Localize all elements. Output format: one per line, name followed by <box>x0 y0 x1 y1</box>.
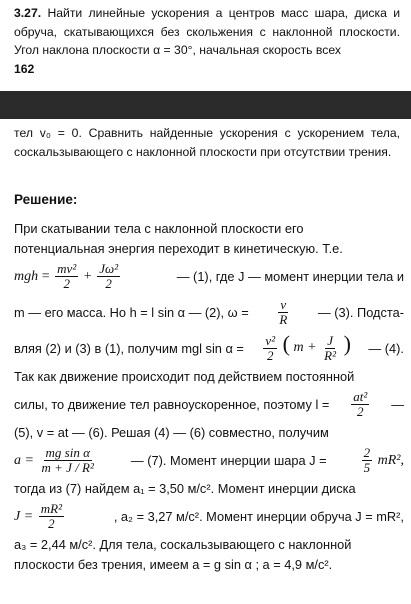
fraction-denominator: 5 <box>363 459 371 475</box>
solution-line-11 <box>14 498 404 534</box>
solution-line-7-end: — <box>391 396 404 412</box>
fraction-v2-over-2 <box>263 334 277 363</box>
solution-line-5 <box>14 330 404 366</box>
solution-body <box>14 218 404 574</box>
fraction-numerator: v² <box>265 332 276 348</box>
fraction-denominator: 2 <box>357 403 364 419</box>
fraction-j-over-r2 <box>322 334 338 363</box>
fraction-denominator: 2 <box>267 347 274 363</box>
formula-m-plus: m + <box>293 340 317 356</box>
fraction-numerator: 2 <box>363 444 371 460</box>
solution-line-13: плоскости без трения, имеем a = g sin α ; a = 4,9 м/с². <box>14 556 333 572</box>
formula-mr2: mR², <box>377 452 404 468</box>
solution-line-10: тогда из (7) найдем a₁ = 3,50 м/с². Момент инерции диска <box>14 480 356 496</box>
fraction-numerator: J <box>327 332 333 348</box>
solution-line-3-text: — (1), где J — момент инерции тела и <box>176 268 404 284</box>
fraction-denominator: 2 <box>48 515 55 531</box>
left-paren: ( <box>282 331 290 357</box>
fraction-denominator: 2 <box>63 275 70 291</box>
fraction-jw2-over-2 <box>97 262 120 291</box>
fraction-numerator: mR² <box>40 500 62 516</box>
solution-line-11-text: , a₂ = 3,27 м/с². Момент инерции обруча J = mR², <box>113 508 404 524</box>
page-number: 162 <box>14 61 35 76</box>
solution-line-7-text: силы, то движение тел равноускоренное, поэтому l = <box>14 396 330 412</box>
right-paren: ) <box>343 331 351 357</box>
page-break-band <box>0 91 411 119</box>
formula-mgh: mgh <box>14 268 39 284</box>
fraction-numerator: Jω² <box>99 260 119 276</box>
solution-line-12: a₃ = 2,44 м/с². Для тела, соскальзывающего с наклонной <box>14 536 352 552</box>
solution-line-8: (5), v = at — (6). Решая (4) — (6) совместно, получим <box>14 424 329 440</box>
problem-statement-continued: тел v₀ = 0. Сравнить найденные ускорения с ускорением тела, соскальзывающего с наклонной плоскости при отсутствии трения. <box>14 126 400 159</box>
fraction-denominator: R <box>279 311 288 327</box>
solution-line-3 <box>14 258 404 294</box>
fraction-mr2-over-2 <box>39 502 64 531</box>
fraction-v-over-r <box>277 298 289 327</box>
solution-line-9-text: — (7). Момент инерции шара J = <box>130 452 327 468</box>
formula-a-equals: a = <box>14 452 34 468</box>
solution-line-7 <box>14 386 404 422</box>
solution-line-6: Так как движение происходит под действием постоянной <box>14 368 355 384</box>
solution-line-5-end: — (4). <box>368 340 404 356</box>
fraction-numerator: mg sin α <box>45 444 90 460</box>
solution-heading: Решение: <box>14 192 78 207</box>
fraction-acceleration <box>40 446 96 475</box>
fraction-denominator: m + J / R² <box>41 459 94 475</box>
problem-number: 3.27. <box>14 6 42 20</box>
fraction-numerator: v <box>280 296 287 312</box>
solution-line-2: потенциальная энергия переходит в кинетическую. Т.е. <box>14 240 343 256</box>
fraction-numerator: at² <box>353 388 368 404</box>
equals-sign: = <box>41 268 50 284</box>
solution-line-4-end: — (3). Подста- <box>317 304 404 320</box>
solution-line-4 <box>14 294 404 330</box>
formula-j-equals: J = <box>14 508 34 524</box>
fraction-mv2-over-2 <box>55 262 78 291</box>
fraction-denominator: 2 <box>105 275 112 291</box>
fraction-2-over-5 <box>362 446 373 475</box>
solution-line-1: При скатывании тела с наклонной плоскости его <box>14 220 304 236</box>
fraction-numerator: mv² <box>57 260 77 276</box>
solution-line-5-text: вляя (2) и (3) в (1), получим mgl sin α = <box>14 340 244 356</box>
solution-line-9 <box>14 442 404 478</box>
problem-statement-top <box>14 4 400 78</box>
plus-sign: + <box>83 268 92 284</box>
solution-line-4-text: m — его масса. Но h = l sin α — (2), ω = <box>14 304 249 320</box>
fraction-at2-over-2 <box>351 390 369 419</box>
problem-text-top: Найти линейные ускорения a центров масс шара, диска и обруча, скатывающихся без скольжения с наклонной плоскости. Угол наклона плоскости α = 30°, начальная скорость всех <box>14 6 401 57</box>
fraction-denominator: R² <box>324 347 337 363</box>
